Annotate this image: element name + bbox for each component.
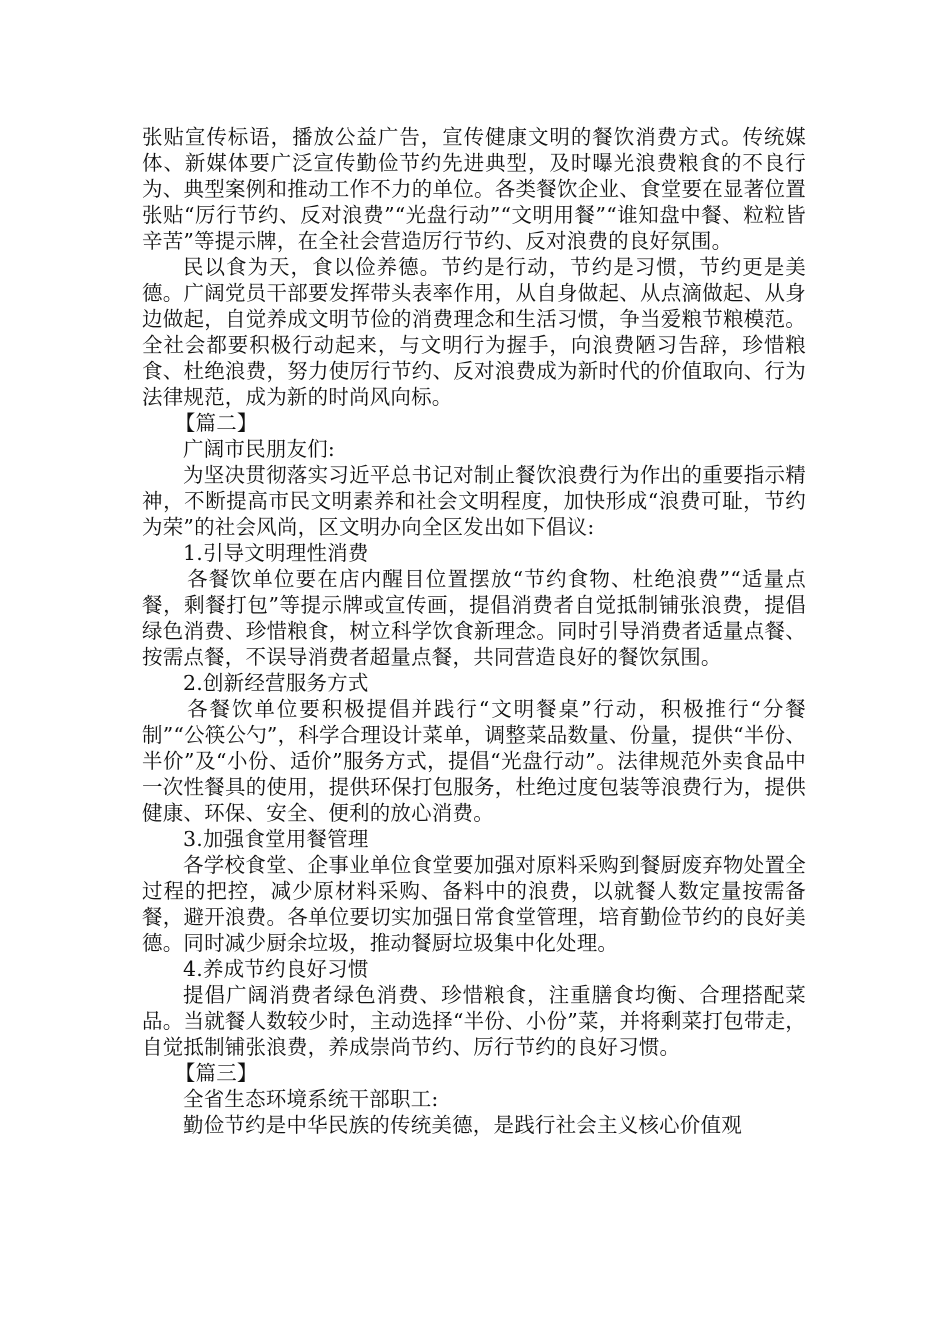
item-body-1: 各餐饮单位要在店内醒目位置摆放“节约食物、杜绝浪费”“适量点餐，剩餐打包”等提示牌或宣传画，提倡消费者自觉抵制铺张浪费，提倡绿色消费、珍惜粮食，树立科学饮食新理念。同时引导消费者适量点餐、按需点餐，不误导消费者超量点餐，共同营造良好的餐饮氛围。 bbox=[142, 567, 806, 669]
paragraph-thrift-tradition: 勤俭节约是中华民族的传统美德，是践行社会主义核心价值观 bbox=[183, 1113, 742, 1137]
item-body-4: 提倡广阔消费者绿色消费、珍惜粮食，注重膳食均衡、合理搭配菜品。当就餐人数较少时，主动选择“半份、小份”菜，并将剩菜打包带走，自觉抵制铺张浪费，养成崇尚节约、厉行节约的良好习惯。 bbox=[142, 983, 806, 1059]
section-heading-part-three: 【篇三】 bbox=[174, 1061, 258, 1085]
paragraph-proposal-intro: 为坚决贯彻落实习近平总书记对制止餐饮浪费行为作出的重要指示精神，不断提高市民文明素养和社会文明程度，加快形成“浪费可耻，节约为荣”的社会风尚，区文明办向全区发出如下倡议: bbox=[142, 463, 806, 539]
section-heading-part-two: 【篇二】 bbox=[174, 411, 258, 435]
paragraph-continuation: 张贴宣传标语，播放公益广告，宣传健康文明的餐饮消费方式。传统媒体、新媒体要广泛宣传勤俭节约先进典型，及时曝光浪费粮食的不良行为、典型案例和推动工作不力的单位。各类餐饮企业、食堂要在显著位置张贴“厉行节约、反对浪费”“光盘行动”“文明用餐”“谁知盘中餐、粒粒皆辛苦”等提示牌，在全社会营造厉行节约、反对浪费的良好氛围。 bbox=[142, 125, 806, 253]
item-body-3: 各学校食堂、企事业单位食堂要加强对原料采购到餐厨废弃物处置全过程的把控，减少原材料采购、备料中的浪费，以就餐人数定量按需备餐，避开浪费。各单位要切实加强日常食堂管理，培育勤俭节约的良好美德。同时减少厨余垃圾，推动餐厨垃圾集中化处理。 bbox=[142, 853, 806, 955]
document-page bbox=[142, 124, 806, 1138]
item-heading-2: 2.创新经营服务方式 bbox=[183, 671, 369, 695]
paragraph-thrift-virtue: 民以食为天，食以俭养德。节约是行动，节约是习惯，节约更是美德。广阔党员干部要发挥带头表率作用，从自身做起、从点滴做起、从身边做起，自觉养成文明节俭的消费理念和生活习惯，争当爱粮节粮模范。全社会都要积极行动起来，与文明行为握手，向浪费陋习告辞，珍惜粮食、杜绝浪费，努力使厉行节约、反对浪费成为新时代的价值取向、行为法律规范，成为新的时尚风向标。 bbox=[142, 255, 806, 409]
salutation-citizens: 广阔市民朋友们: bbox=[183, 437, 336, 461]
item-body-2: 各餐饮单位要积极提倡并践行“文明餐桌”行动，积极推行“分餐制”“公筷公勺”，科学合理设计菜单，调整菜品数量、份量，提供“半份、半价”及“小份、适价”服务方式，提倡“光盘行动”。法律规范外卖食品中一次性餐具的使用，提供环保打包服务，杜绝过度包装等浪费行为，提供健康、环保、安全、便利的放心消费。 bbox=[142, 697, 806, 825]
item-heading-1: 1.引导文明理性消费 bbox=[183, 541, 369, 565]
salutation-staff: 全省生态环境系统干部职工: bbox=[183, 1087, 439, 1111]
item-heading-4: 4.养成节约良好习惯 bbox=[183, 957, 369, 981]
item-heading-3: 3.加强食堂用餐管理 bbox=[183, 827, 369, 851]
